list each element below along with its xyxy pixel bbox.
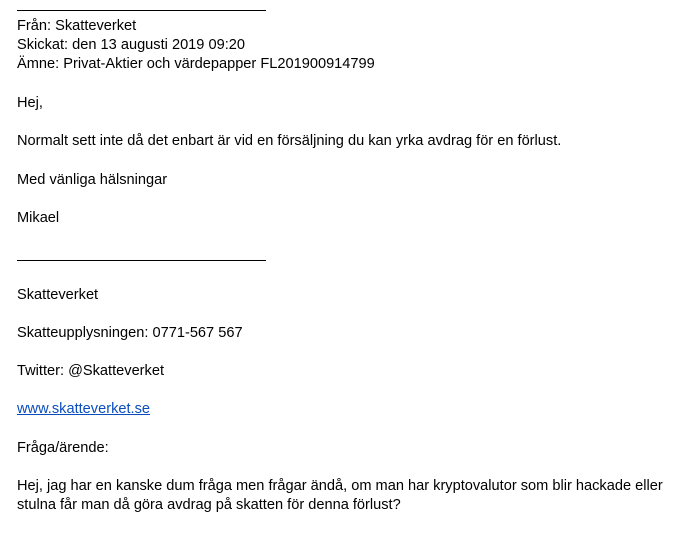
top-divider xyxy=(17,10,266,11)
email-closing: Med vänliga hälsningar xyxy=(17,172,168,188)
question-text: Hej, jag har en kanske dum fråga men frågar ändå, om man har kryptovalutor som blir hackade eller stulna får man då göra avdrag på skatten för denna förlust? xyxy=(17,478,663,513)
email-sent-date: Skickat: den 13 augusti 2019 09:20 xyxy=(17,37,245,53)
footer-phone: Skatteupplysningen: 0771-567 567 xyxy=(17,325,243,341)
email-greeting: Hej, xyxy=(17,95,43,111)
email-message xyxy=(17,0,682,538)
signature-divider xyxy=(17,260,266,261)
footer-org-name: Skatteverket xyxy=(17,287,99,303)
email-body-text: Normalt sett inte då det enbart är vid en försäljning du kan yrka avdrag för en förlust. xyxy=(17,133,562,149)
email-subject: Ämne: Privat-Aktier och värdepapper FL201900914799 xyxy=(17,56,375,72)
email-signature-name: Mikael xyxy=(17,210,60,226)
email-from: Från: Skatteverket xyxy=(17,18,137,34)
question-label: Fråga/ärende: xyxy=(17,440,109,456)
footer-twitter: Twitter: @Skatteverket xyxy=(17,363,165,379)
footer-website-link[interactable]: www.skatteverket.se xyxy=(17,401,151,417)
